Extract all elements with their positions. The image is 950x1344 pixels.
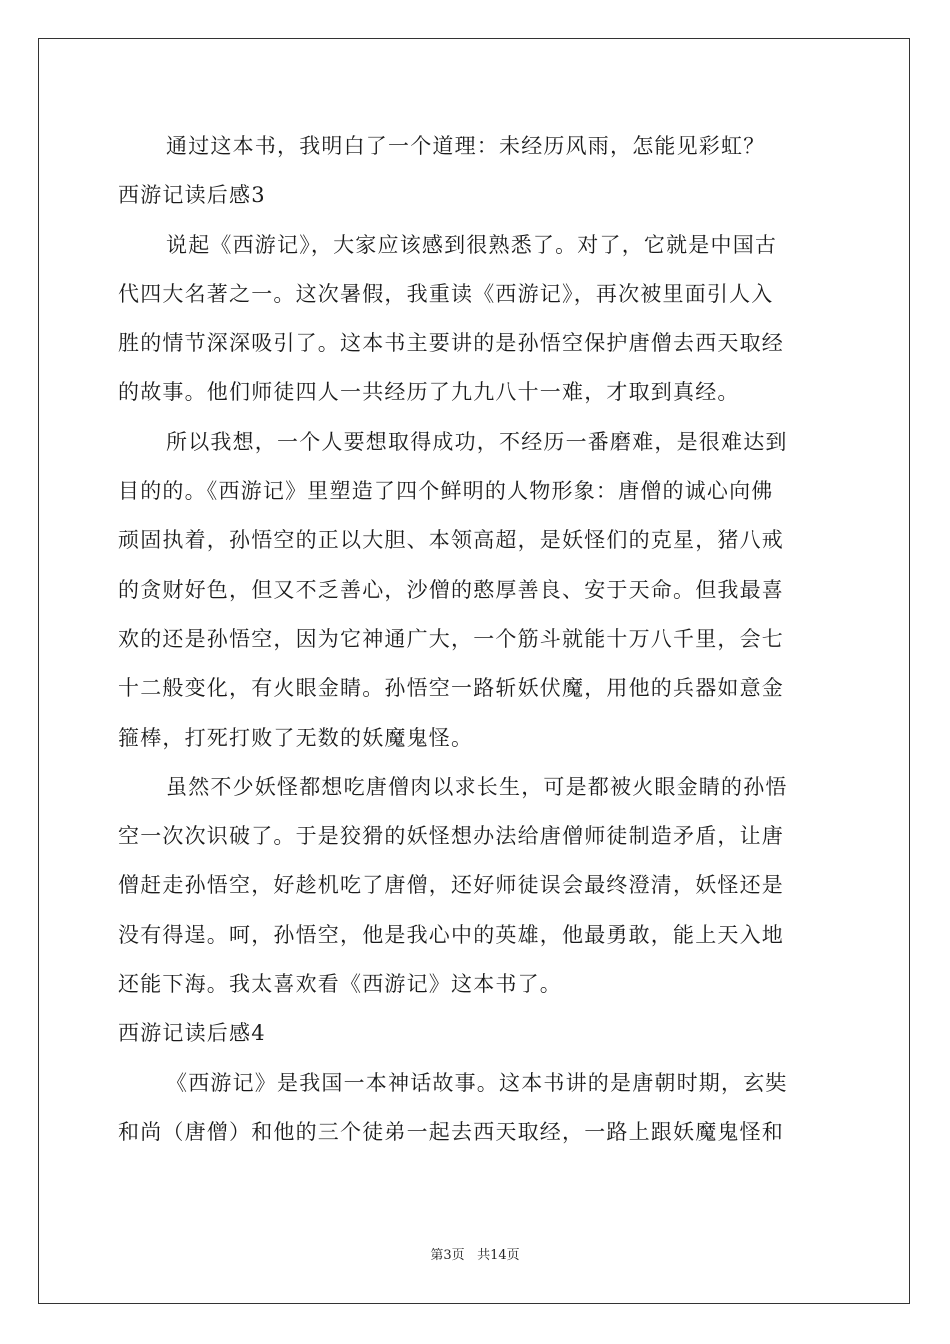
text-line-20: 《西游记》是我国一本神话故事。这本书讲的是唐朝时期，玄奘 bbox=[166, 1070, 788, 1095]
page-number: 第3页 bbox=[430, 1248, 465, 1263]
text-line-10: 的贪财好色，但又不乏善心，沙僧的憨厚善良、安于天命。但我最喜 bbox=[118, 577, 784, 602]
text-line-1: 通过这本书，我明白了一个道理：未经历风雨，怎能见彩虹？ bbox=[166, 134, 766, 158]
text-line-4: 代四大名著之一。这次暑假，我重读《西游记》，再次被里面引人入 bbox=[118, 281, 774, 306]
text-line-13: 箍棒，打死打败了无数的妖魔鬼怪。 bbox=[118, 725, 474, 750]
text-line-16: 僧赶走孙悟空，好趁机吃了唐僧，还好师徒误会最终澄清，妖怪还是 bbox=[118, 873, 784, 898]
document-body bbox=[118, 122, 834, 1157]
text-line-18: 还能下海。我太喜欢看《西游记》这本书了。 bbox=[118, 972, 562, 997]
page-total: 共14页 bbox=[477, 1248, 520, 1263]
section-heading-3: 西游记读后感3 bbox=[118, 183, 266, 208]
text-line-9: 顽固执着，孙悟空的正以大胆、本领高超，是妖怪们的克星，猪八戒 bbox=[118, 528, 784, 553]
text-line-6: 的故事。他们师徒四人一共经历了九九八十一难，才取到真经。 bbox=[118, 380, 740, 405]
text-line-15: 空一次次识破了。于是狡猾的妖怪想办法给唐僧师徒制造矛盾，让唐 bbox=[118, 824, 784, 849]
text-line-21: 和尚（唐僧）和他的三个徒弟一起去西天取经，一路上跟妖魔鬼怪和 bbox=[118, 1119, 784, 1144]
text-line-7: 所以我想，一个人要想取得成功，不经历一番磨难，是很难达到 bbox=[166, 429, 788, 454]
text-line-17: 没有得逞。呵，孙悟空，他是我心中的英雄，他最勇敢，能上天入地 bbox=[118, 922, 784, 947]
section-heading-4: 西游记读后感4 bbox=[118, 1021, 266, 1046]
text-line-3: 说起《西游记》，大家应该感到很熟悉了。对了，它就是中国古 bbox=[166, 232, 778, 257]
text-line-8: 目的的。《西游记》里塑造了四个鲜明的人物形象：唐僧的诚心向佛 bbox=[118, 479, 774, 504]
text-line-11: 欢的还是孙悟空，因为它神通广大，一个筋斗就能十万八千里，会七 bbox=[118, 626, 784, 651]
text-line-14: 虽然不少妖怪都想吃唐僧肉以求长生，可是都被火眼金睛的孙悟 bbox=[166, 774, 788, 799]
text-line-12: 十二般变化，有火眼金睛。孙悟空一路斩妖伏魔，用他的兵器如意金 bbox=[118, 676, 784, 701]
text-line-5: 胜的情节深深吸引了。这本书主要讲的是孙悟空保护唐僧去西天取经 bbox=[118, 331, 784, 356]
page-footer bbox=[0, 1244, 950, 1263]
footer-gap bbox=[465, 1248, 477, 1263]
